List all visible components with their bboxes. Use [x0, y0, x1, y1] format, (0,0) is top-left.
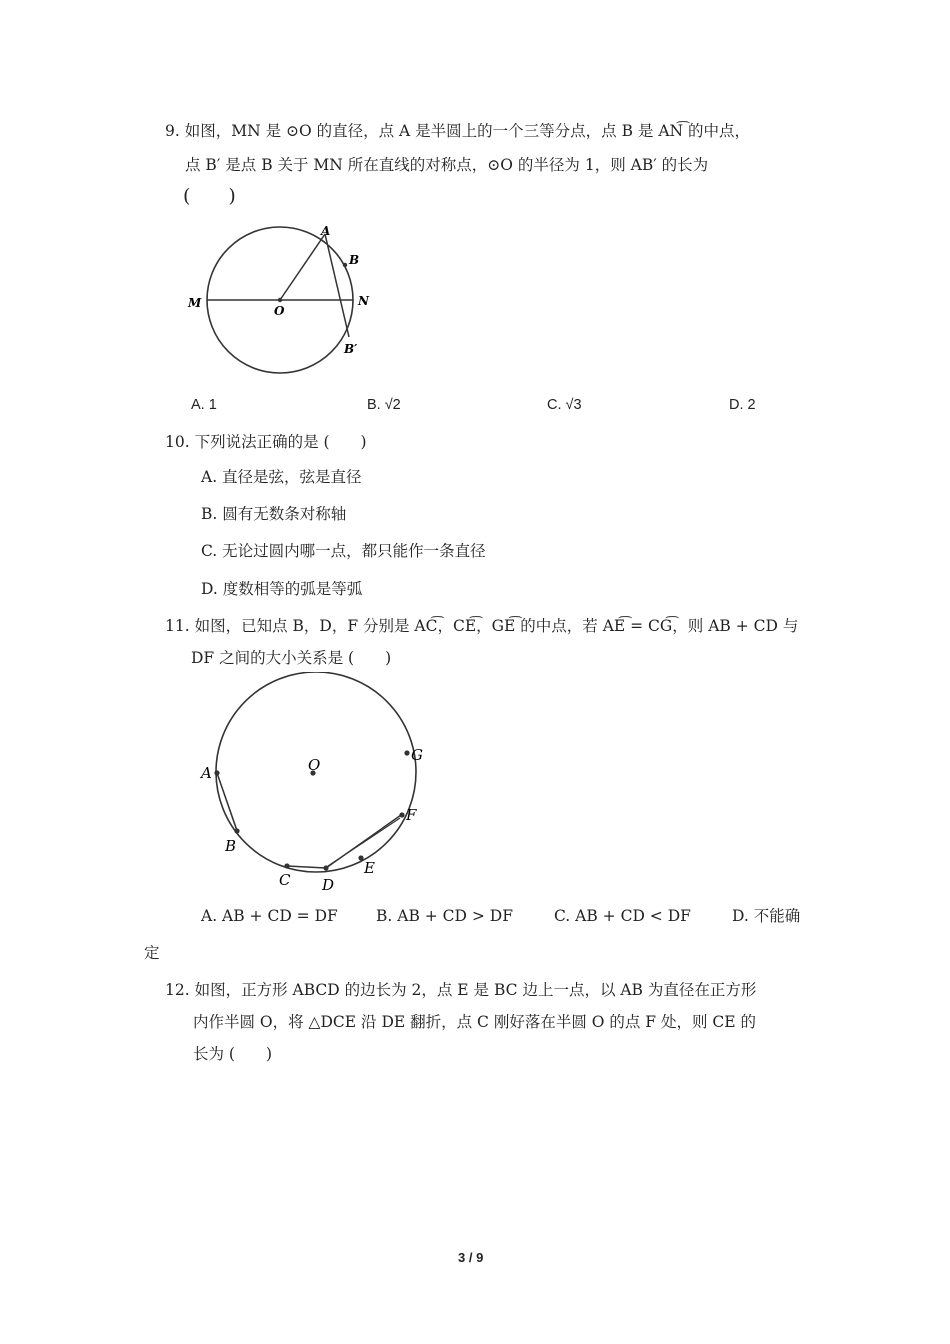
q9-option-b[interactable]: B. √2 [367, 397, 401, 413]
q9-option-a[interactable]: A. 1 [191, 397, 217, 413]
q11-option-d[interactable]: D. 不能确 [732, 907, 801, 925]
q10-option-b[interactable]: B. 圆有无数条对称轴 [201, 505, 347, 523]
q11-point-e [358, 855, 363, 860]
q11-line-2: DF 之间的大小关系是 ( ) [191, 649, 392, 667]
q11-option-d-wrap: 定 [144, 944, 160, 962]
q11-option-c[interactable]: C. AB + CD < DF [554, 907, 691, 925]
page-number: 3 / 9 [458, 1250, 484, 1265]
q9-answer-parens: ( ) [183, 185, 236, 207]
q9-label-n: N [358, 294, 369, 308]
q11-point-f [399, 812, 404, 817]
q9-line-2: 点 B′ 是点 B 关于 MN 所在直线的对称点，⊙O 的半径为 1，则 AB′ 的长为 [185, 156, 709, 174]
q9-segment-oa [280, 234, 325, 300]
q9-option-d[interactable]: D. 2 [729, 397, 756, 413]
q11-chord-cd [287, 866, 326, 868]
q11-point-c [284, 863, 289, 868]
q12-line-2: 内作半圆 O，将 △DCE 沿 DE 翻折，点 C 刚好落在半圆 O 的点 F 处，则 CE 的 [193, 1013, 757, 1031]
q9-figure [182, 215, 382, 385]
q11-point-b [234, 828, 239, 833]
q11-label-b: B [225, 837, 237, 855]
q9-label-a: A [321, 224, 331, 238]
q11-option-a[interactable]: A. AB + CD = DF [201, 907, 338, 925]
q11-label-a: A [201, 764, 212, 782]
q11-figure [195, 672, 435, 902]
q11-label-g: G [411, 746, 423, 764]
q9-label-m: M [188, 296, 202, 310]
q11-point-a [214, 770, 219, 775]
q9-label-bprime: B′ [344, 342, 358, 356]
q11-label-c: C [279, 871, 291, 889]
q11-option-b[interactable]: B. AB + CD > DF [376, 907, 513, 925]
q11-point-d [323, 865, 328, 870]
q12-line-3: 长为 ( ) [193, 1045, 273, 1063]
q10-option-a[interactable]: A. 直径是弦，弦是直径 [201, 468, 362, 486]
q10-option-c[interactable]: C. 无论过圆内哪一点，都只能作一条直径 [201, 542, 486, 560]
q9-option-c[interactable]: C. √3 [547, 397, 582, 413]
q12-line-1: 12. 如图，正方形 ABCD 的边长为 2，点 E 是 BC 边上一点，以 AB 为直径在正方形 [165, 981, 757, 999]
q9-line-1: 9. 如图，MN 是 ⊙O 的直径，点 A 是半圆上的一个三等分点，点 B 是 AN͡ 的中点， [165, 122, 751, 140]
q9-point-o [278, 298, 282, 302]
q9-label-b: B [349, 253, 360, 267]
q11-point-g [404, 750, 409, 755]
q11-label-o: O [308, 756, 321, 774]
q9-segment-abp [325, 234, 349, 337]
q10-option-d[interactable]: D. 度数相等的弧是等弧 [201, 580, 363, 598]
q11-label-f: F [406, 806, 417, 824]
q11-line-1: 11. 如图，已知点 B，D，F 分别是 AC͡，CE͡，GE͡ 的中点，若 AE͡ = CG͡，则 AB + CD 与 [165, 617, 799, 635]
q11-label-d: D [322, 876, 335, 894]
q9-label-o: O [274, 304, 285, 318]
q10-stem: 10. 下列说法正确的是 ( ) [165, 433, 367, 451]
q9-point-b [343, 263, 347, 267]
q11-label-e: E [364, 859, 375, 877]
